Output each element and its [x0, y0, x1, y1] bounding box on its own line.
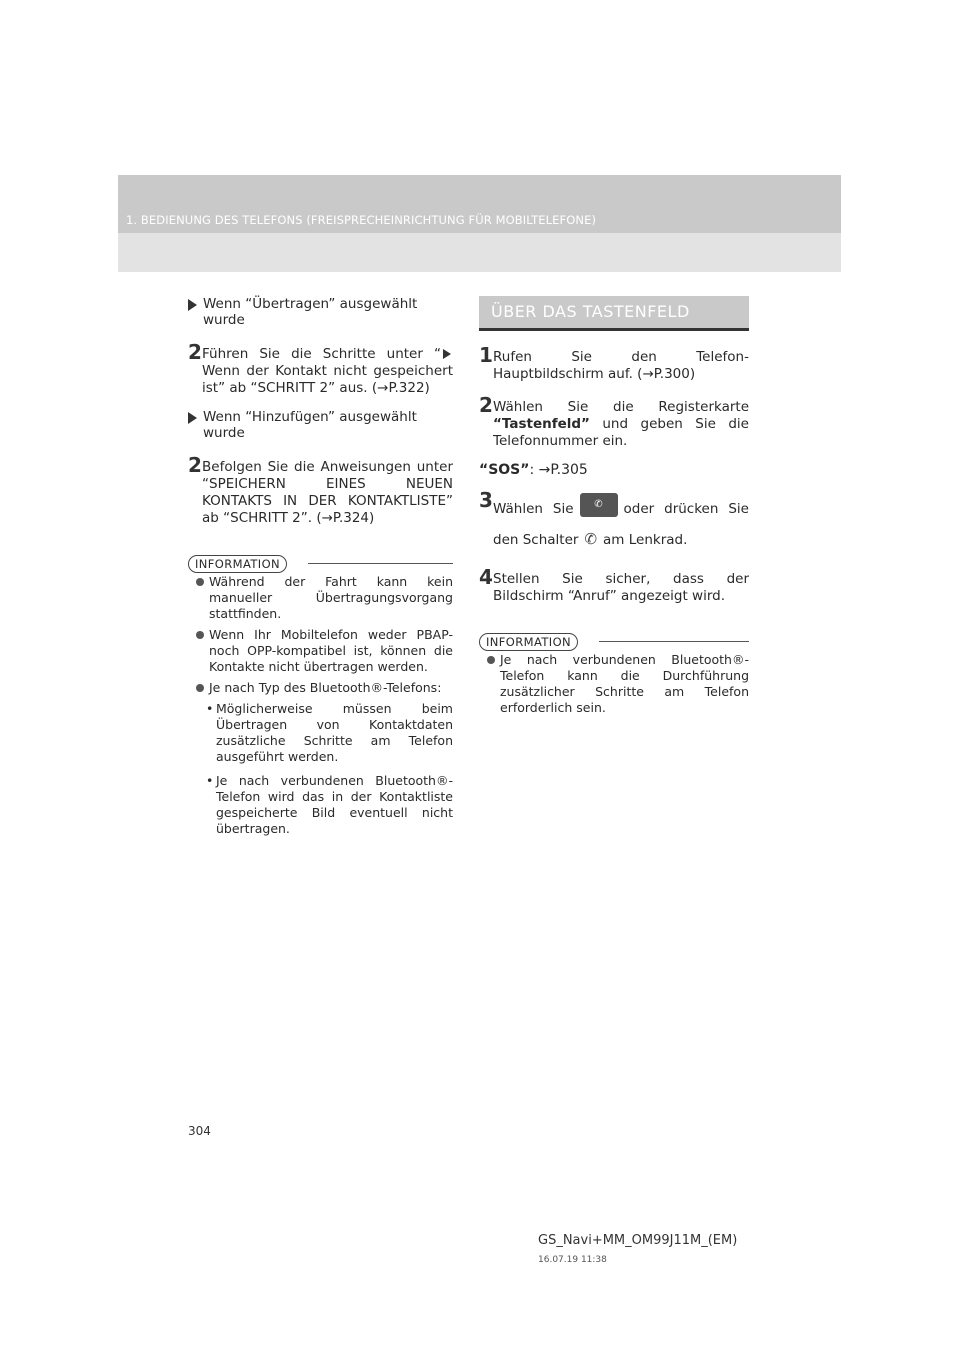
section-heading: ÜBER DAS TASTENFELD: [479, 296, 749, 331]
triangle-icon: [188, 299, 197, 311]
info-sub-bullet: • Je nach verbundenen Bluetooth®-Telefon wird das in der Kontaktliste gespeicherte Bild eventuell nicht übertragen.: [206, 773, 453, 836]
step-number: 4: [479, 565, 493, 589]
right-column: [479, 296, 749, 721]
info-bullet: Wenn Ihr Mobiltelefon weder PBAP- noch OPP-kompatibel ist, können die Kontakte nicht übertragen werden.: [196, 627, 453, 675]
step-add: 2 Befolgen Sie die Anweisungen unter “SPEICHERN EINES NEUEN KONTAKTS IN DER KONTAKTLISTE” ab “SCHRITT 2”. (→P.324): [188, 453, 453, 526]
information-label: INFORMATION: [479, 633, 578, 651]
step-number: 2: [479, 393, 493, 417]
info-sub-bullet: • Möglicherweise müssen beim Übertragen von Kontaktdaten zusätzliche Schritte am Telefon ausgeführt werden.: [206, 701, 453, 764]
info-bullet: Je nach Typ des Bluetooth®-Telefons:: [196, 680, 453, 696]
condition-heading-transfer: Wenn “Übertragen” ausgewählt wurde: [188, 296, 453, 328]
information-label: INFORMATION: [188, 555, 287, 573]
triangle-icon: [188, 412, 197, 424]
step-4: 4 Stellen Sie sicher, dass der Bildschirm “Anruf” angezeigt wird.: [479, 565, 749, 604]
chapter-title: 1. BEDIENUNG DES TELEFONS (FREISPRECHEINRICHTUNG FÜR MOBILTELEFONE): [126, 213, 597, 227]
bullet-icon: [196, 578, 204, 586]
bullet-icon: [196, 631, 204, 639]
step-transfer: 2 Führen Sie die Schritte unter “Wenn der Kontakt nicht gespeichert ist” ab “SCHRITT 2” aus. (→P.322): [188, 340, 453, 396]
header-bar: [118, 175, 841, 233]
phone-switch-icon: ✆: [584, 530, 598, 548]
left-column: [188, 296, 453, 845]
information-box: [479, 631, 749, 716]
condition-heading-add: Wenn “Hinzufügen” ausgewählt wurde: [188, 409, 453, 441]
print-timestamp: 16.07.19 11:38: [538, 1255, 607, 1265]
sos-reference: “SOS”: →P.305: [479, 462, 588, 478]
step-3: 3 Wählen Sie ✆ oder drücken Sie den Schalter ✆ am Lenkrad.: [479, 490, 749, 555]
page-number: 304: [188, 1124, 211, 1138]
page-header: [118, 175, 841, 272]
information-box: [188, 553, 453, 837]
info-bullet: Während der Fahrt kann kein manueller Übertragungsvorgang stattfinden.: [196, 574, 453, 622]
step-number: 3: [479, 488, 493, 512]
step-number: 2: [188, 340, 202, 364]
bullet-icon: [487, 656, 495, 664]
step-2: 2 Wählen Sie die Registerkarte “Tastenfeld” und geben Sie die Telefonnummer ein.: [479, 393, 749, 449]
step-number: 2: [188, 453, 202, 477]
divider: [308, 563, 453, 564]
divider: [599, 641, 749, 642]
step-1: 1 Rufen Sie den Telefon-Hauptbildschirm auf. (→P.300): [479, 343, 749, 382]
step-number: 1: [479, 343, 493, 367]
triangle-icon: [443, 349, 451, 359]
bullet-icon: [196, 684, 204, 692]
header-band: [118, 233, 841, 272]
document-code: GS_Navi+MM_OM99J11M_(EM): [538, 1233, 738, 1248]
info-bullet: Je nach verbundenen Bluetooth®-Telefon kann die Durchführung zusätzlicher Schritte am Telefon erforderlich sein.: [487, 652, 749, 716]
call-button-icon: ✆: [580, 493, 618, 517]
